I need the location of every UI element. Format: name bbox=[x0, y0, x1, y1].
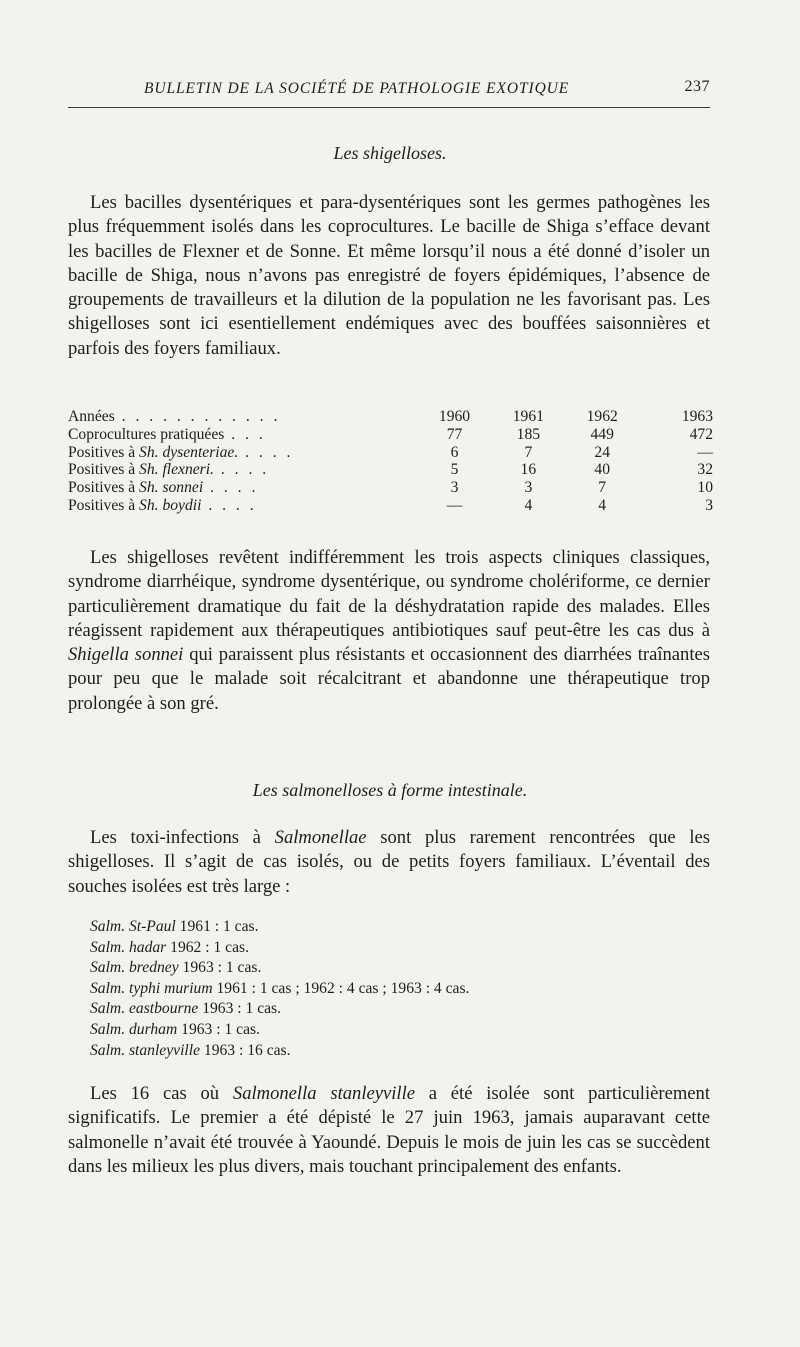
list-item bbox=[90, 1020, 690, 1041]
paragraph-text: Les toxi-infections à bbox=[90, 827, 275, 848]
leader-dots: . . . . bbox=[201, 496, 257, 514]
row-label-text: Positives à bbox=[68, 443, 140, 461]
table-row bbox=[68, 426, 713, 444]
table-cell: 472 bbox=[689, 425, 713, 443]
running-title: BULLETIN DE LA SOCIÉTÉ DE PATHOLOGIE EXOTIQUE bbox=[144, 80, 570, 97]
list-item bbox=[90, 979, 690, 1000]
table-row bbox=[68, 497, 713, 515]
strain-name: Salm. eastbourne bbox=[90, 1000, 199, 1018]
row-label-text: Années bbox=[68, 408, 115, 425]
table-row bbox=[68, 479, 713, 497]
table-cell: 7 bbox=[598, 479, 607, 497]
section-title-shigelloses: Les shigelloses. bbox=[333, 143, 447, 163]
strain-name: Salm. bredney bbox=[90, 959, 179, 977]
paragraph-stanleyville bbox=[68, 1082, 710, 1179]
paragraph-text: Les 16 cas où bbox=[90, 1083, 233, 1104]
table-header-row bbox=[68, 408, 713, 426]
species-name: Sh. boydii bbox=[139, 496, 202, 514]
paragraph-text: a été isolée sont particulièrement significatifs. Le premier a été dépisté le 27 juin 1963, jamais auparavant cette salmonelle n’avait été trouvée à Yaoundé. Depuis le mois de juin les cas se succèdent dans les milieux les plus divers, mais touchant principalement des enfants. bbox=[68, 1083, 710, 1177]
table-cell: 24 bbox=[594, 443, 610, 461]
row-label bbox=[68, 426, 418, 444]
row-label-text: Positives à bbox=[68, 461, 140, 479]
table-cell: 3 bbox=[450, 479, 459, 497]
table-cell: 6 bbox=[450, 443, 459, 461]
list-item bbox=[90, 938, 690, 959]
table-cell: 40 bbox=[594, 461, 610, 479]
table-cell: 185 bbox=[516, 425, 541, 443]
table-cell: 5 bbox=[450, 461, 459, 479]
table-cell: 32 bbox=[697, 461, 713, 479]
leader-dots: . . . bbox=[224, 425, 266, 443]
table-cell: — bbox=[697, 443, 713, 461]
paragraph-text: sont plus rarement rencontrées que les shigelloses. Il s’agit de cas isolés, ou de petits foyers familiaux. L’éventail des souches isolées est très large : bbox=[68, 827, 711, 897]
row-label-text: Positives à bbox=[68, 496, 140, 514]
section-title-salmonelloses: Les salmonelloses à forme intestinale. bbox=[252, 780, 528, 800]
paragraph-shigelloses-intro: Les bacilles dysentériques et para-dysentériques sont les germes pathogènes les plus fréquemment isolés dans les coprocultures. Le bacille de Shiga s’efface devant les bacilles de Flexner et de Sonne. Et même lorsqu’il nous a été donné d’isoler un bacille de Shiga, nous n’avons pas enregistré de foyers épidémiques, l’absence de groupements de travailleurs et la dilution de la population ne les favorisant pas. Les shigelloses sont ici esentiellement endémiques avec des bouffées saisonnières et parfois des foyers familiaux. bbox=[68, 192, 710, 359]
strain-name: Salm. St-Paul bbox=[90, 918, 176, 935]
row-label-text: Coprocultures pratiquées bbox=[68, 425, 225, 443]
strain-name: Salm. durham bbox=[90, 1020, 178, 1038]
species-name: Salmonellae bbox=[274, 827, 367, 848]
header-rule bbox=[68, 107, 710, 108]
table-cell: 4 bbox=[598, 496, 607, 514]
row-label bbox=[68, 497, 418, 515]
year-header: 1960 bbox=[438, 408, 471, 425]
row-label bbox=[68, 444, 418, 462]
table-cell: 449 bbox=[590, 425, 614, 443]
paragraph-text: Les shigelloses revêtent indifféremment les trois aspects cliniques classiques, syndrome diarrhéique, syndrome dysentérique, ou syndrome cholériforme, ce dernier particulièrement dramatique du fait de la déshydratation rapide des malades. Elles réagissent rapidement aux thérapeutiques antibiotiques sauf peut-être les cas dus à bbox=[68, 547, 710, 641]
table-cell: 4 bbox=[524, 496, 533, 514]
strain-detail: 1963 : 1 cas. bbox=[182, 959, 262, 977]
strain-name: Salm. stanleyville bbox=[90, 1041, 200, 1059]
strain-detail: 1961 : 1 cas ; 1962 : 4 cas ; 1963 : 4 cas. bbox=[216, 979, 470, 997]
table-cell: 3 bbox=[705, 496, 713, 514]
leader-dots: . . . . . . . . . . . . bbox=[114, 408, 281, 425]
species-name: Sh. flexneri. bbox=[139, 461, 214, 479]
strain-name: Salm. hadar bbox=[90, 938, 167, 956]
page-number: 237 bbox=[684, 78, 710, 95]
strain-name: Salm. typhi murium bbox=[90, 979, 213, 997]
paragraph-salmonelloses-intro bbox=[68, 826, 710, 899]
table-cell: 7 bbox=[524, 443, 533, 461]
strain-detail: 1961 : 1 cas. bbox=[179, 918, 259, 935]
leader-dots: . . . . bbox=[203, 479, 259, 497]
list-item bbox=[90, 999, 690, 1020]
paragraph-text: qui paraissent plus résistants et occasionnent des diarrhées traînantes pour peu que le malade soit récalcitrant et abandonne une thérapeutique trop prolongée à son gré. bbox=[68, 644, 710, 714]
table-cell: 77 bbox=[446, 425, 463, 443]
strain-detail: 1963 : 1 cas. bbox=[202, 1000, 282, 1018]
strain-list bbox=[90, 917, 690, 1061]
year-header: 1962 bbox=[586, 408, 618, 425]
species-name: Shigella sonnei bbox=[68, 644, 184, 666]
running-header bbox=[68, 78, 710, 102]
row-label bbox=[68, 479, 418, 497]
year-header: 1963 bbox=[681, 408, 713, 425]
species-name: Sh. sonnei bbox=[139, 479, 204, 497]
row-label-text: Positives à bbox=[68, 479, 140, 497]
shigella-table bbox=[68, 408, 713, 515]
table-cell: — bbox=[446, 496, 463, 514]
paragraph-shigelloses-clinical bbox=[68, 546, 710, 716]
leader-dots: . . . . bbox=[238, 443, 294, 461]
list-item bbox=[90, 1041, 690, 1062]
strain-detail: 1963 : 1 cas. bbox=[181, 1020, 260, 1038]
table-row bbox=[68, 444, 713, 462]
row-label bbox=[68, 461, 418, 479]
leader-dots: . . . . bbox=[213, 461, 270, 479]
list-item bbox=[90, 917, 690, 938]
strain-detail: 1962 : 1 cas. bbox=[170, 938, 249, 956]
table-cell: 16 bbox=[520, 461, 537, 479]
table-row bbox=[68, 461, 713, 479]
list-item bbox=[90, 958, 690, 979]
year-header: 1961 bbox=[512, 408, 544, 425]
species-name: Sh. dysenteriae. bbox=[139, 443, 239, 461]
table-cell: 10 bbox=[697, 479, 713, 497]
species-name: Salmonella stanleyville bbox=[232, 1083, 415, 1104]
table-cell: 3 bbox=[524, 479, 533, 497]
row-label bbox=[68, 408, 418, 426]
strain-detail: 1963 : 16 cas. bbox=[203, 1041, 291, 1059]
